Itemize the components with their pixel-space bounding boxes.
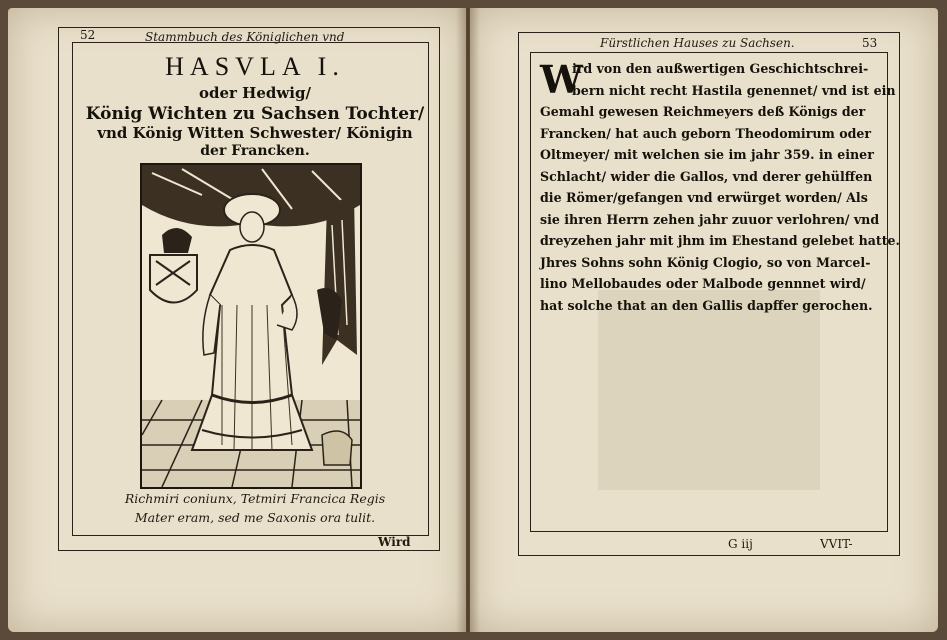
right-catchword: VVIT- [820, 537, 853, 551]
book-gutter [456, 8, 480, 632]
body-text [540, 58, 900, 316]
title-line-3: König Wichten zu Sachsen Tochter/ [85, 104, 425, 124]
body-line: Oltmeyer/ mit welchen sie im jahr 359. in einer [540, 147, 874, 162]
title-line-2: oder Hedwig/ [199, 84, 311, 102]
show-through-shadow [598, 290, 820, 490]
woodcut-portrait [140, 163, 362, 489]
body-line: ird von den außwertigen Geschichtschrei- [572, 61, 869, 76]
title-line-5: der Francken. [200, 143, 310, 159]
body-line: Gemahl gewesen Reichmeyers deß Königs der [540, 104, 866, 119]
body-line: dreyzehen jahr mit jhm im Ehestand gelebet hatte. [540, 233, 900, 248]
page-title: HASVLA I. [165, 52, 345, 81]
caption-line-2: Mater eram, sed me Saxonis ora tulit. [134, 510, 376, 525]
left-page-number: 52 [80, 28, 96, 42]
body-line: bern nicht recht Hastila genennet/ vnd ist ein [572, 82, 896, 98]
left-catchword: Wird [378, 535, 411, 549]
drop-initial: W [540, 57, 583, 102]
body-line: sie ihren Herrn zehen jahr zuuor verlohren/ vnd [540, 211, 880, 227]
title-line-4: vnd König Witten Schwester/ Königin [97, 124, 413, 142]
body-line: lino Mellobaudes oder Malbode gennnet wird/ [540, 276, 866, 291]
body-line: die Römer/gefangen vnd erwürget worden/ Als [540, 190, 868, 205]
left-running-head: Stammbuch des Königlichen vnd [145, 30, 345, 44]
right-page-number: 53 [862, 36, 878, 50]
signature-mark: G iij [728, 537, 753, 551]
body-line: hat solche that an den Gallis dapffer gerochen. [540, 297, 873, 313]
body-line: Schlacht/ wider die Gallos, vnd derer gehülffen [540, 168, 873, 184]
right-running-head: Fürstlichen Hauses zu Sachsen. [600, 36, 795, 50]
body-line: Francken/ hat auch geborn Theodomirum oder [540, 125, 872, 141]
woodcut-illustration [142, 165, 360, 487]
caption-line-1: Richmiri coniunx, Tetmiri Francica Regis [124, 491, 386, 506]
body-line: Jhres Sohns sohn König Clogio, so von Marcel- [540, 254, 871, 270]
